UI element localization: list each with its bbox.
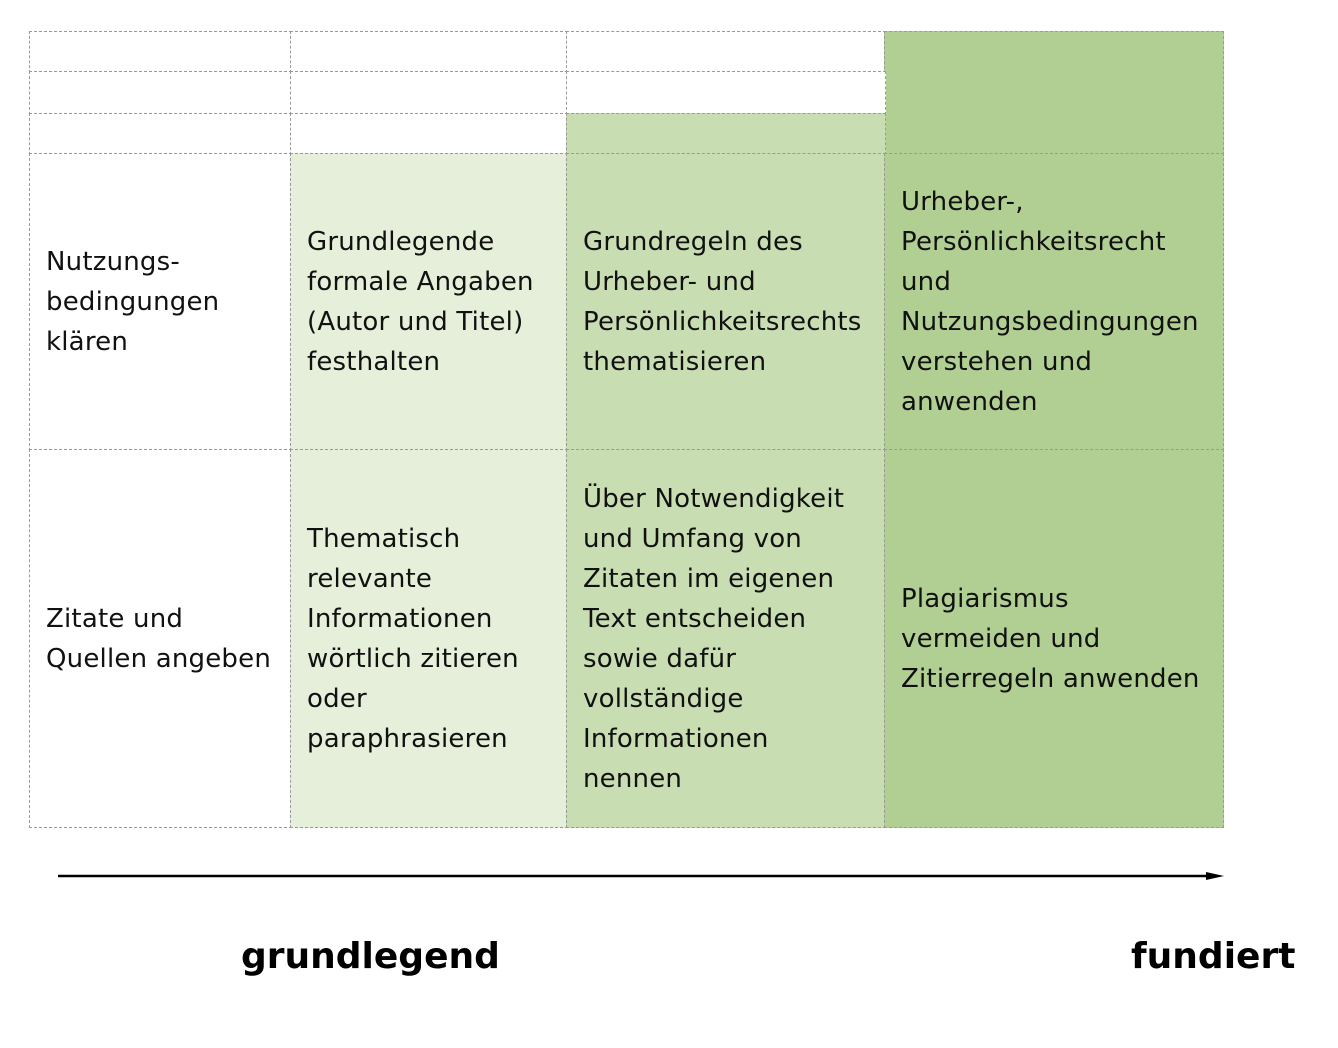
axis-start-label: grundlegend [241,936,500,977]
row-label-zitate [29,449,292,828]
header-cell-r2-c2 [290,71,568,115]
row-label-text: Zitate und Quellen angeben [46,603,272,674]
header-cell-r2-c1 [29,71,292,115]
row-label-text: Nutzungs- bedingungen klären [46,247,220,357]
row-label-nutzungsbedingungen [29,153,292,451]
header-cell-r2-c3 [566,71,886,115]
progression-arrow [58,872,1224,880]
header-cell-r1-c3 [566,31,886,73]
cell-text: Thematisch relevante Informationen wörtlich zitieren oder paraphrasieren [307,523,519,754]
cell-text: Über Notwendigkeit und Umfang von Zitaten im eigenen Text entscheiden sowie dafür vollständige Informationen nennen [583,483,845,794]
cell-r1-level3 [884,153,1224,451]
axis-end-label: fundiert [1131,936,1296,977]
header-cell-r1-c1 [29,31,292,73]
competency-grid [29,31,1224,828]
cell-text: Grundlegende formale Angaben (Autor und Titel) festhalten [307,227,534,377]
cell-text: Urheber-, Persönlichkeitsrecht und Nutzungsbedingungen verstehen und anwenden [901,187,1199,417]
arrow-head [1206,872,1224,880]
header-cell-r3-c1 [29,113,292,155]
cell-r1-level2 [566,153,886,451]
header-step-level2 [566,113,886,155]
header-step-level3 [884,31,1224,155]
header-cell-r3-c2 [290,113,568,155]
cell-r2-level3 [884,449,1224,828]
cell-r1-level1 [290,153,568,451]
cell-r2-level2 [566,449,886,828]
cell-r2-level1 [290,449,568,828]
header-cell-r1-c2 [290,31,568,73]
cell-text: Grundregeln des Urheber- und Persönlichkeitsrechts thematisieren [583,227,862,377]
cell-text: Plagiarismus vermeiden und Zitierregeln anwenden [901,583,1200,694]
